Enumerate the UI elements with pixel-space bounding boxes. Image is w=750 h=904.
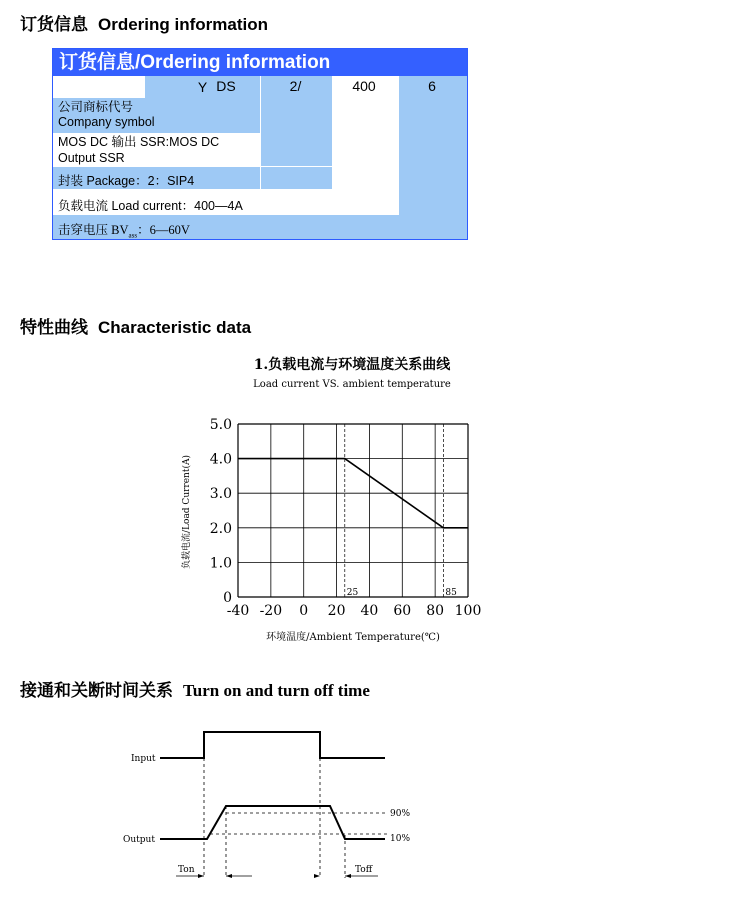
chart-y-tick-label: 1.0 <box>209 555 232 572</box>
breakdown-prefix: 击穿电压 BV <box>58 223 129 237</box>
ordering-heading-cn: 订货信息 <box>20 15 88 34</box>
chart-subtitle: Load current VS. ambient temperature <box>253 379 451 390</box>
chart-x-tick-label: 20 <box>327 603 346 619</box>
load-current-chart <box>0 340 750 660</box>
chart-x-tick-label: 100 <box>454 603 482 619</box>
toff-label: Toff <box>355 865 373 875</box>
load-current-label: 负载电流 Load current：400—4A <box>58 199 243 213</box>
ton-arrowhead-left <box>198 874 204 878</box>
input-waveform <box>160 732 385 758</box>
chart-x-tick-label: 40 <box>360 603 379 619</box>
chart-x-tick-label: 0 <box>299 603 309 619</box>
chart-xlabel: 环境温度/Ambient Temperature(℃) <box>266 632 440 643</box>
breakdown-label <box>58 220 190 240</box>
package-label: 封装 Package：2：SIP4 <box>58 174 195 188</box>
chart-y-tick-label: 4.0 <box>209 451 232 468</box>
timing-heading-cn: 接通和关断时间关系 <box>20 681 173 700</box>
separator <box>53 189 399 190</box>
output-label <box>58 134 219 166</box>
separator <box>53 214 399 215</box>
ton-arrowhead-right <box>226 874 232 878</box>
code-company: Y <box>197 79 208 95</box>
chart-annotation-label: 85 <box>445 588 457 598</box>
code-voltage: 6 <box>428 78 436 94</box>
timing-heading-en: Turn on and turn off time <box>183 681 370 700</box>
ordering-heading <box>20 10 268 35</box>
toff-arrowhead-left <box>314 874 320 878</box>
chart-y-tick-label: 2.0 <box>209 520 232 537</box>
chart-grid <box>238 424 468 597</box>
separator <box>53 166 332 167</box>
company-symbol-en: Company symbol <box>58 115 155 129</box>
code-ds: DS <box>216 78 236 94</box>
ton-label: Ton <box>178 865 195 875</box>
chart-ylabel: 负载电流/Load Current(A) <box>182 455 192 569</box>
timing-diagram <box>0 720 750 904</box>
toff-arrowhead-right <box>345 874 351 878</box>
chart-title: 1.负载电流与环境温度关系曲线 <box>253 357 451 373</box>
code-package: 2/ <box>289 78 302 94</box>
chart-x-tick-label: 80 <box>426 603 445 619</box>
pct-90-label: 90% <box>390 809 411 819</box>
output-label-2: Output SSR <box>58 151 125 165</box>
output-label-timing: Output <box>123 835 155 845</box>
chart-y-tick-label: 3.0 <box>209 486 232 503</box>
chart-ticks <box>210 417 482 619</box>
code-current: 400 <box>352 78 376 94</box>
pct-10-label: 10% <box>390 834 411 844</box>
company-symbol-label <box>58 100 155 130</box>
chart-y-tick-label: 5.0 <box>209 417 232 433</box>
characteristic-heading <box>20 313 251 338</box>
chart-x-tick-label: -20 <box>259 603 283 619</box>
characteristic-heading-cn: 特性曲线 <box>20 318 88 337</box>
chart-x-tick-label: 60 <box>393 603 412 619</box>
input-label: Input <box>131 754 156 764</box>
characteristic-heading-en: Characteristic data <box>98 318 252 337</box>
chart-y-tick-label: 0 <box>223 590 232 606</box>
chart-x-tick-label: -40 <box>226 603 250 619</box>
timing-heading <box>20 676 370 701</box>
output-label-1: MOS DC 输出 SSR:MOS DC <box>58 135 220 149</box>
breakdown-sub: ass <box>128 231 138 240</box>
ordering-table-title: 订货信息/Ordering information <box>53 49 467 76</box>
chart-annotation-label: 25 <box>346 588 359 598</box>
chart-series <box>238 424 468 598</box>
ordering-heading-en: Ordering information <box>98 15 268 34</box>
company-symbol-cn: 公司商标代号 <box>58 100 134 114</box>
breakdown-suffix: ：6—60V <box>137 223 190 237</box>
